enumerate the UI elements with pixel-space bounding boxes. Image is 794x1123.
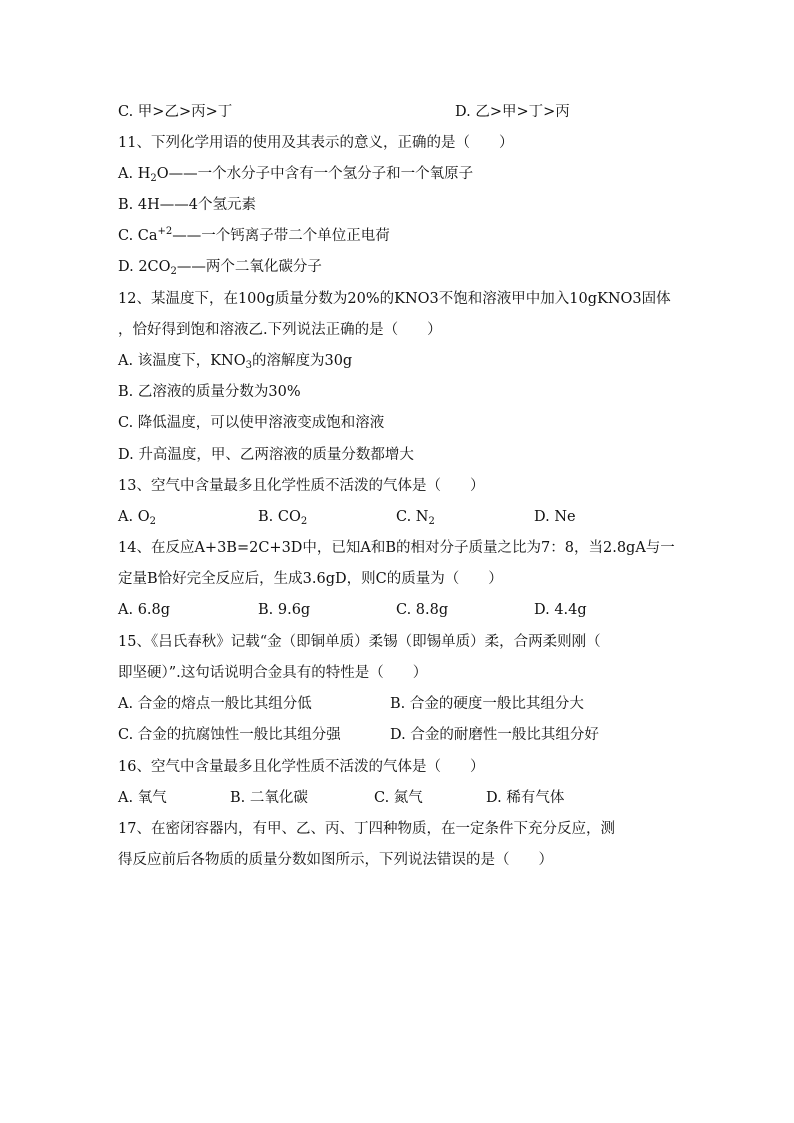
q12-option-d: D. 升高温度，甲、乙两溶液的质量分数都增大 xyxy=(118,447,414,463)
q16-option-d: D. 稀有气体 xyxy=(486,790,565,806)
q16-option-a: A. 氧气 xyxy=(118,790,167,806)
q11-option-a: A. $H_2O——$一个水分子中含有一个氢分子和一个氧原子 xyxy=(118,166,474,184)
q10-option-c: C. 甲>乙>丙>丁 xyxy=(118,104,233,120)
q13-stem: 13、空气中含量最多且化学性质不活泼的气体是（ ） xyxy=(118,478,485,494)
q12-option-c: C. 降低温度，可以使甲溶液变成饱和溶液 xyxy=(118,415,385,431)
q12-stem-line1: 12、某温度下，在100g质量分数为20%的KNO3不饱和溶液甲中加入10gKNO3固体 xyxy=(118,291,671,307)
q14-stem-line2: 定量B恰好完全反应后，生成3.6gD，则C的质量为（ ） xyxy=(118,571,503,587)
q15-option-a: A. 合金的熔点一般比其组分低 xyxy=(118,696,312,712)
q13-option-a: A. $O_2$ xyxy=(118,509,156,527)
q11-stem: 11、下列化学用语的使用及其表示的意义，正确的是（ ） xyxy=(118,135,514,151)
q14-stem-line1: 14、在反应A+3B=2C+3D中，已知A和B的相对分子质量之比为7：8，当2.8gA与一 xyxy=(118,540,675,556)
q11-option-d: D. $2CO_2——$两个二氧化碳分子 xyxy=(118,259,322,277)
q17-stem-line2: 得反应前后各物质的质量分数如图所示，下列说法错误的是（ ） xyxy=(118,852,553,868)
q13-option-b: B. $CO_2$ xyxy=(258,509,308,527)
q11-option-b: B. 4H——4个氢元素 xyxy=(118,197,256,213)
q13-option-d: D. Ne xyxy=(534,509,576,525)
q16-option-b: B. 二氧化碳 xyxy=(230,790,308,806)
q12-stem-line2: ，恰好得到饱和溶液乙.下列说法正确的是（ ） xyxy=(118,322,442,338)
q14-option-b: B. 9.6g xyxy=(258,602,311,618)
q16-stem: 16、空气中含量最多且化学性质不活泼的气体是（ ） xyxy=(118,759,485,775)
q15-option-c: C. 合金的抗腐蚀性一般比其组分强 xyxy=(118,727,341,743)
q12-option-a: A. 该温度下，$KNO_3$的溶解度为30g xyxy=(118,353,353,371)
q14-option-d: D. 4.4g xyxy=(534,602,587,618)
q14-option-c: C. 8.8g xyxy=(396,602,449,618)
q15-stem-line1: 15、《吕氏春秋》记载“金（即铜单质）柔锡（即锡单质）柔，合两柔则刚（ xyxy=(118,634,601,650)
q16-option-c: C. 氮气 xyxy=(374,790,423,806)
q12-option-b: B. 乙溶液的质量分数为30% xyxy=(118,384,301,400)
q14-option-a: A. 6.8g xyxy=(118,602,171,618)
q11-option-c: C. $Ca^{+2}——$一个钙离子带二个单位正电荷 xyxy=(118,226,390,244)
q10-option-d: D. 乙>甲>丁>丙 xyxy=(455,104,570,120)
q13-option-c: C. $N_2$ xyxy=(396,509,435,527)
q15-option-b: B. 合金的硬度一般比其组分大 xyxy=(390,696,584,712)
q15-option-d: D. 合金的耐磨性一般比其组分好 xyxy=(390,727,599,743)
q17-stem-line1: 17、在密闭容器内，有甲、乙、丙、丁四种物质，在一定条件下充分反应，测 xyxy=(118,821,615,837)
q15-stem-line2: 即坚硬）”.这句话说明合金具有的特性是（ ） xyxy=(118,665,428,681)
